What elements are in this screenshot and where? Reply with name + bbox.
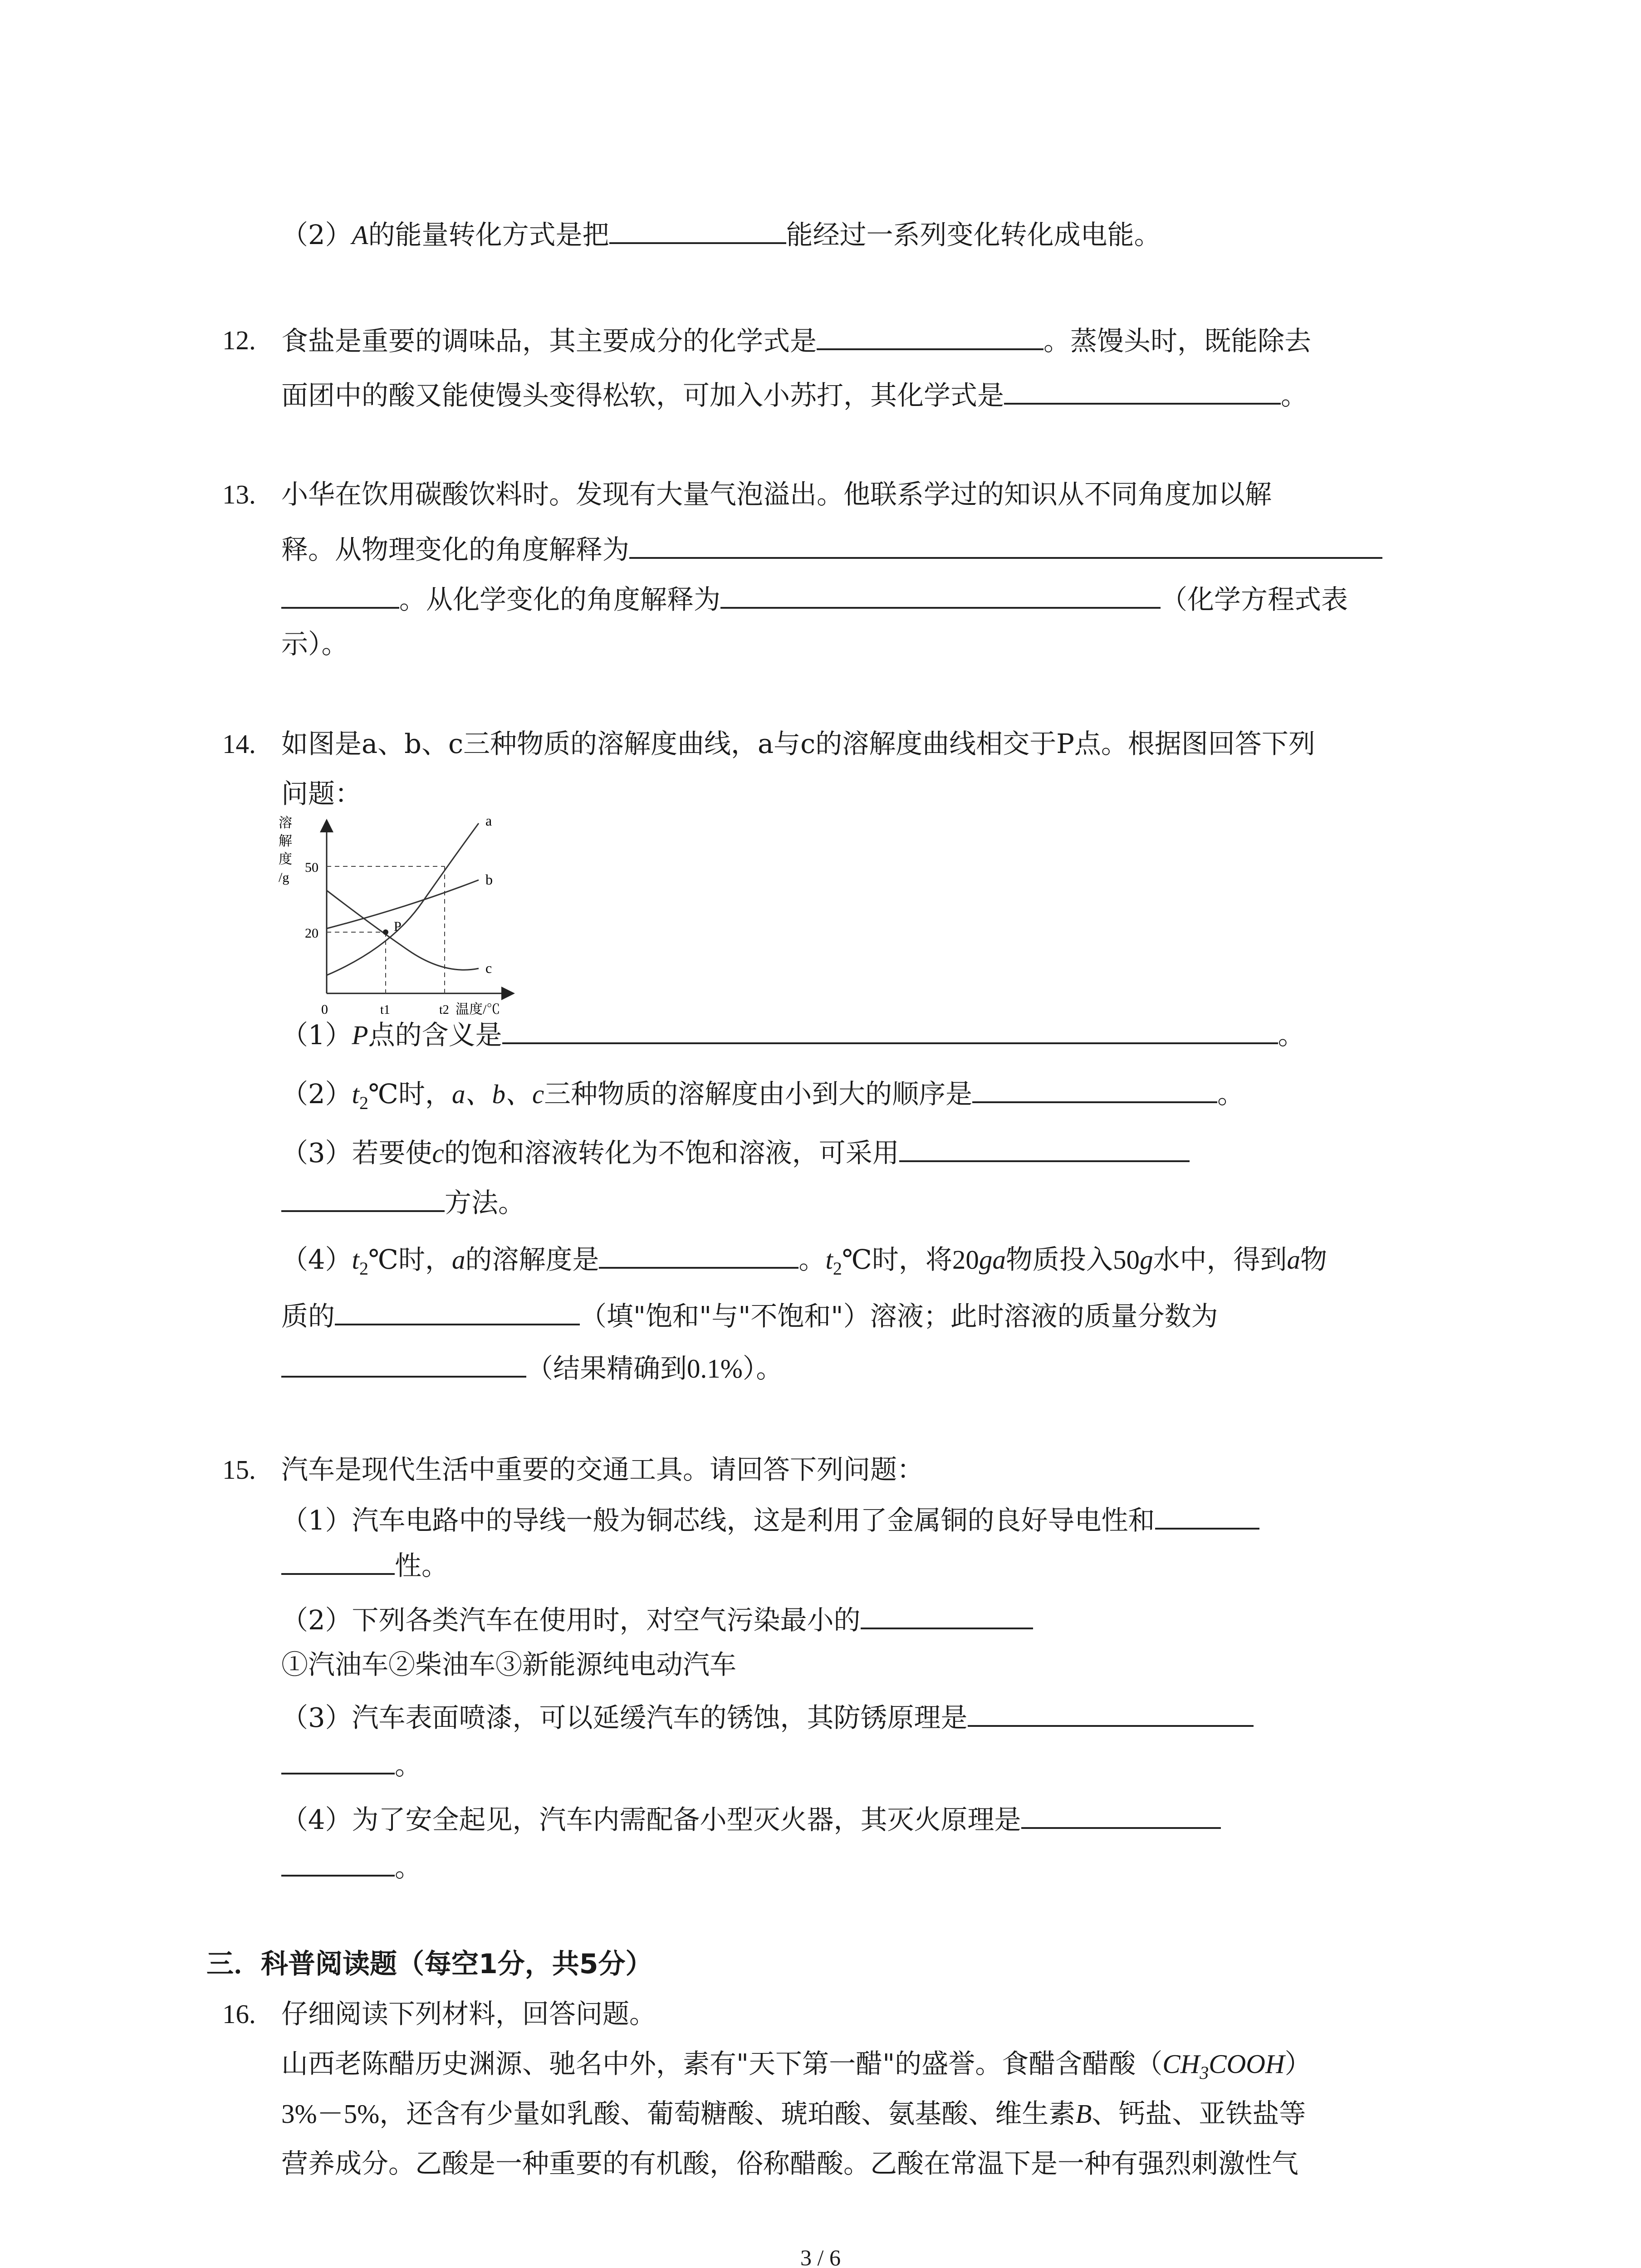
x-axis-label: 温度/℃	[456, 1002, 500, 1017]
q13-line2: 释。从物理变化的角度解释为	[281, 531, 1382, 568]
q15-part4: （4）为了安全起见，汽车内需配备小型灭火器，其灭火原理是	[281, 1801, 1221, 1838]
curve-a	[327, 823, 479, 975]
answer-blank[interactable]	[720, 581, 1161, 609]
q15-line1: 汽车是现代生活中重要的交通工具。请回答下列问题：	[281, 1454, 924, 1485]
y-axis-label: 溶	[279, 816, 292, 831]
q13-line3: 。从化学变化的角度解释为 （化学方程式表	[281, 581, 1348, 618]
answer-blank[interactable]	[1021, 1801, 1221, 1829]
answer-blank[interactable]	[281, 1349, 526, 1378]
answer-blank[interactable]	[972, 1075, 1217, 1103]
answer-blank[interactable]	[281, 1184, 445, 1212]
q15-part3: （3）汽车表面喷漆，可以延缓汽车的锈蚀，其防锈原理是	[281, 1699, 1254, 1736]
q15-part2-options: ①汽油车②柴油车③新能源纯电动汽车	[281, 1649, 737, 1680]
q13-line4: 示）。	[281, 628, 348, 660]
series-label-b: b	[485, 871, 493, 888]
answer-blank[interactable]	[502, 1016, 1278, 1044]
curve-b	[327, 880, 479, 929]
curve-c	[327, 890, 479, 970]
tick-label: t2	[439, 1003, 449, 1017]
section-heading: 三．科普阅读题（每空1分，共5分）	[206, 1948, 653, 1980]
tick-label: 20	[305, 926, 318, 941]
q15-part2: （2）下列各类汽车在使用时，对空气污染最小的	[281, 1601, 1033, 1638]
tick-label: 0	[321, 1002, 328, 1017]
question-number: 15.	[222, 1455, 256, 1485]
q14-part4-line2: 质的 （填"饱和"与"不饱和"）溶液；此时溶液的质量分数为	[281, 1297, 1218, 1334]
answer-blank[interactable]	[281, 1746, 395, 1774]
answer-blank[interactable]	[609, 216, 786, 244]
q15-part1: （1）汽车电路中的导线一般为铜芯线，这是利用了金属铜的良好导电性和	[281, 1501, 1259, 1539]
q15-part1-line2: 性。	[281, 1547, 448, 1584]
question-number: 12.	[222, 325, 256, 355]
q15-part4-line2: 。	[281, 1848, 421, 1886]
q12-line1: 食盐是重要的调味品，其主要成分的化学式是 。蒸馒头时，既能除去	[281, 322, 1311, 359]
q11-part2: （2）A的能量转化方式是把 能经过一系列变化转化成电能。	[281, 216, 1161, 253]
answer-blank[interactable]	[335, 1297, 580, 1325]
q12-line2: 面团中的酸又能使馒头变得松软，可加入小苏打，其化学式是 。	[281, 376, 1308, 414]
q16-line2: 山西老陈醋历史渊源、驰名中外，素有"天下第一醋"的盛誉。食醋含醋酸$(CH_3COOH)$	[281, 2048, 1312, 2083]
q16-line3: 3%－5%，还含有少量如乳酸、葡萄糖酸、琥珀酸、氨基酸、维生素B、钙盐、亚铁盐等	[281, 2098, 1306, 2129]
answer-blank[interactable]	[281, 1848, 395, 1877]
q14-part4-line1: $(4)t_2℃$时，a的溶解度是 。$t_2℃$时，将20ga物质投入50g水中，得到a物	[281, 1241, 1327, 1287]
point-p	[383, 929, 388, 935]
series-label-c: c	[485, 960, 492, 976]
page-number: 3 / 6	[800, 2245, 841, 2268]
q14-part2: $(2)t_2℃$时，a、b、c三种物质的溶解度由小到大的顺序是 。	[281, 1075, 1244, 1121]
q13-line1: 小华在饮用碳酸饮料时。发现有大量气泡溢出。他联系学过的知识从不同角度加以解	[281, 479, 1272, 510]
question-number: 13.	[222, 479, 256, 509]
q14-line2: 问题：	[281, 778, 362, 809]
q14-part3-line1: （3）若要使c的饱和溶液转化为不饱和溶液，可采用	[281, 1134, 1190, 1171]
question-number: 16.	[222, 1999, 256, 2029]
q16-line4: 营养成分。乙酸是一种重要的有机酸，俗称醋酸。乙酸在常温下是一种有强烈刺激性气	[281, 2148, 1299, 2179]
solubility-chart	[272, 812, 526, 1021]
answer-blank[interactable]	[281, 581, 399, 609]
question-number: 14.	[222, 729, 256, 759]
answer-blank[interactable]	[899, 1134, 1190, 1162]
tick-label: 50	[305, 860, 318, 875]
point-label-p: P	[394, 919, 402, 934]
answer-blank[interactable]	[817, 322, 1043, 350]
answer-blank[interactable]	[599, 1241, 798, 1269]
q16-line1: 仔细阅读下列材料，回答问题。	[281, 1998, 656, 2029]
q14-line1: 如图是a、b、c三种物质的溶解度曲线，a与c的溶解度曲线相交于P点。根据图回答下列	[281, 728, 1315, 759]
answer-blank[interactable]	[968, 1699, 1254, 1727]
answer-blank[interactable]	[629, 531, 1382, 559]
q14-part1: （1）P点的含义是 。	[281, 1016, 1305, 1053]
q14-part4-line3: （结果精确到0.1%）。	[281, 1349, 783, 1387]
answer-blank[interactable]	[281, 1547, 395, 1575]
answer-blank[interactable]	[1004, 376, 1281, 405]
answer-blank[interactable]	[861, 1601, 1033, 1629]
q15-part3-line2: 。	[281, 1746, 421, 1784]
y-axis-label: 解	[279, 834, 292, 849]
answer-blank[interactable]	[1155, 1501, 1259, 1530]
series-label-a: a	[485, 812, 492, 829]
y-axis-label: 度	[279, 852, 292, 867]
tick-label: t1	[380, 1003, 390, 1017]
q14-part3-line2: 方法。	[281, 1184, 525, 1221]
y-axis-label: /g	[279, 870, 289, 885]
